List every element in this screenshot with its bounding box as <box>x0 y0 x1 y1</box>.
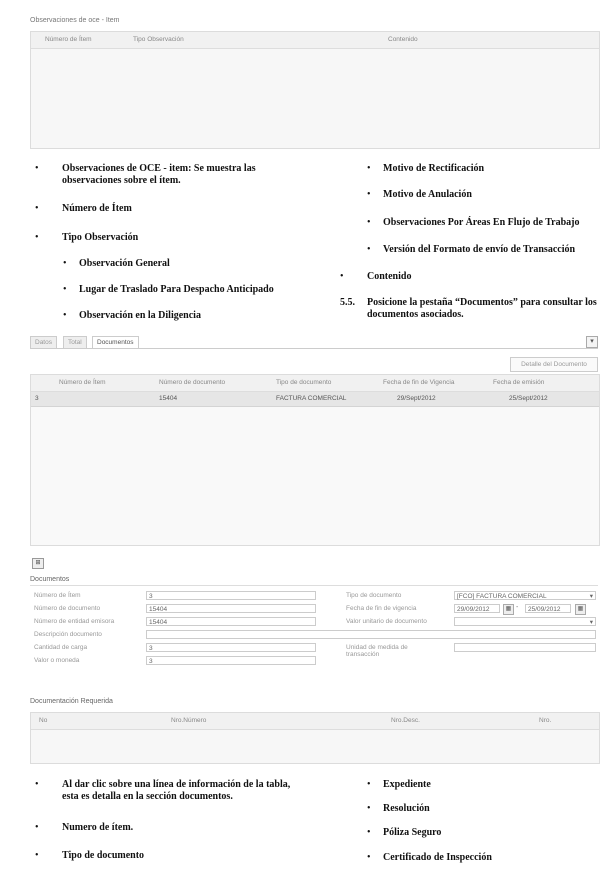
cell-fecha-fin: 29/Sept/2012 <box>397 395 436 402</box>
sub-certificado-inspeccion: Certificado de Inspección <box>383 852 492 863</box>
tab-documentos[interactable]: Documentos <box>92 336 139 348</box>
bullet-dot: • <box>367 217 371 228</box>
grid-header <box>31 32 599 49</box>
col-numero-item[interactable]: Número de Ítem <box>45 36 92 43</box>
cell-item: 3 <box>35 395 39 402</box>
grid-header <box>31 713 599 730</box>
col-no[interactable]: No <box>39 717 48 724</box>
chevron-down-icon: ▾ <box>589 593 593 600</box>
bullet-dot: • <box>367 852 371 863</box>
col-contenido[interactable]: Contenido <box>388 36 418 43</box>
bullet-dot: • <box>367 803 371 814</box>
table-row[interactable] <box>31 392 599 407</box>
select-value: [FCO] FACTURA COMERCIAL <box>457 593 547 600</box>
bullet-dot: • <box>63 310 67 321</box>
bullet-al-dar-clic: Al dar clic sobre una línea de información de la tabla, esta es detalla en la sección documentos. <box>62 779 291 802</box>
input-entidad-emisora[interactable]: 15404 <box>146 617 316 626</box>
detalle-documento-button[interactable]: Detalle del Documento <box>510 357 598 372</box>
input-numero-documento[interactable]: 15404 <box>146 604 316 613</box>
col-tipo-observacion[interactable]: Tipo Observación <box>133 36 184 43</box>
cell-tipo: FACTURA COMERCIAL <box>276 395 347 402</box>
sub-poliza-seguro: Póliza Seguro <box>383 827 442 838</box>
select-valor-unitario[interactable] <box>454 617 596 626</box>
chevron-down-icon: ▾ <box>590 338 594 345</box>
sub-resolucion: Resolución <box>383 803 430 814</box>
col-tipo-documento[interactable]: Tipo de documento <box>276 379 332 386</box>
section-title: Observaciones de oce - Item <box>30 17 120 24</box>
sub-observacion-general: Observación General <box>79 258 170 269</box>
chevron-down-icon: ▾ <box>589 619 593 626</box>
input-cantidad[interactable]: 3 <box>146 643 316 652</box>
tab-bar <box>30 336 598 349</box>
label-fechas: Fecha de fin de vigencia <box>346 605 417 612</box>
label-tipo-documento: Tipo de documento <box>346 592 402 599</box>
sub-lugar-traslado: Lugar de Traslado Para Despacho Anticipado <box>79 284 274 295</box>
documentos-section-title: Documentos <box>30 576 70 583</box>
col-fecha-emision[interactable]: Fecha de emisión <box>493 379 545 386</box>
sub-expediente: Expediente <box>383 779 431 790</box>
calendar-icon[interactable]: ▦ <box>503 604 514 615</box>
bullet-numero-item: Número de Ítem <box>62 203 132 214</box>
input-fecha-1[interactable]: 29/09/2012 <box>454 604 500 613</box>
bullet-dot: • <box>63 284 67 295</box>
bullet-dot: • <box>35 203 39 214</box>
grid-header <box>31 375 599 392</box>
bullet-dot: • <box>367 189 371 200</box>
bullet-dot: • <box>35 232 39 243</box>
input-unidad-medida[interactable] <box>454 643 596 652</box>
select-tipo-documento[interactable] <box>454 591 596 600</box>
step-text: Posicione la pestaña “Documentos” para consultar los documentos asociados. <box>367 297 597 320</box>
documentacion-grid <box>30 712 600 764</box>
cell-fecha-emision: 25/Sept/2012 <box>509 395 548 402</box>
col-numero-item[interactable]: Número de Ítem <box>59 379 106 386</box>
bullet-dot: • <box>35 822 39 833</box>
collapse-button[interactable] <box>586 336 598 348</box>
form-separator <box>30 585 598 586</box>
col-fecha-fin-vigencia[interactable]: Fecha de fin de Vigencia <box>383 379 455 386</box>
date-range-dash: - <box>516 604 519 611</box>
sub-motivo-anulacion: Motivo de Anulación <box>383 189 472 200</box>
bullet-tipo-documento: Tipo de documento <box>62 850 145 861</box>
bullet-dot: • <box>35 163 39 174</box>
bullet-dot: • <box>367 779 371 790</box>
col-numero-documento[interactable]: Número de documento <box>159 379 226 386</box>
sub-observacion-diligencia: Observación en la Diligencia <box>79 310 201 321</box>
sub-motivo-rectificacion: Motivo de Rectificación <box>383 163 485 174</box>
observaciones-grid <box>30 31 600 149</box>
bullet-dot: • <box>35 850 39 861</box>
bullet-numero-item-2: Numero de ítem. <box>62 822 134 833</box>
label-unidad-medida: Unidad de medida de transacción <box>346 644 408 658</box>
sub-version-formato: Versión del Formato de envío de Transacción <box>383 244 576 255</box>
label-cantidad: Cantidad de carga <box>34 644 88 651</box>
label-entidad-emisora: Número de entidad emisora <box>34 618 115 625</box>
label-valor: Valor o moneda <box>34 657 80 664</box>
bullet-contenido: Contenido <box>367 271 412 282</box>
step-number: 5.5. <box>340 297 355 308</box>
input-descripcion[interactable] <box>146 630 596 639</box>
input-numero-item[interactable]: 3 <box>146 591 316 600</box>
documentacion-section-title: Documentación Requerida <box>30 698 113 705</box>
bullet-dot: • <box>63 258 67 269</box>
label-numero-documento: Número de documento <box>34 605 101 612</box>
sub-observaciones-areas: Observaciones Por Áreas En Flujo de Trabajo <box>383 217 580 228</box>
label-descripcion: Descripción documento <box>34 631 102 638</box>
tab-total[interactable]: Total <box>63 336 87 348</box>
input-fecha-2[interactable]: 25/09/2012 <box>525 604 571 613</box>
col-nro-numero[interactable]: Nro.Número <box>171 717 207 724</box>
bullet-dot: • <box>367 244 371 255</box>
bullet-tipo-observacion: Tipo Observación <box>62 232 139 243</box>
export-icon[interactable]: ⊞ <box>32 558 44 569</box>
col-nro[interactable]: Nro. <box>539 717 552 724</box>
bullet-dot: • <box>35 779 39 790</box>
label-numero-item: Número de Ítem <box>34 592 81 599</box>
bullet-observaciones-oce: Observaciones de OCE - item: Se muestra las observaciones sobre el ítem. <box>62 163 256 186</box>
col-nro-desc[interactable]: Nro.Desc. <box>391 717 420 724</box>
bullet-dot: • <box>367 163 371 174</box>
bullet-dot: • <box>340 271 344 282</box>
label-valor-unitario: Valor unitario de documento <box>346 618 427 625</box>
input-valor[interactable]: 3 <box>146 656 316 665</box>
documents-grid <box>30 374 600 546</box>
tab-datos[interactable]: Datos <box>30 336 57 348</box>
bullet-dot: • <box>367 827 371 838</box>
calendar-icon[interactable]: ▦ <box>575 604 586 615</box>
cell-numero: 15404 <box>159 395 178 402</box>
